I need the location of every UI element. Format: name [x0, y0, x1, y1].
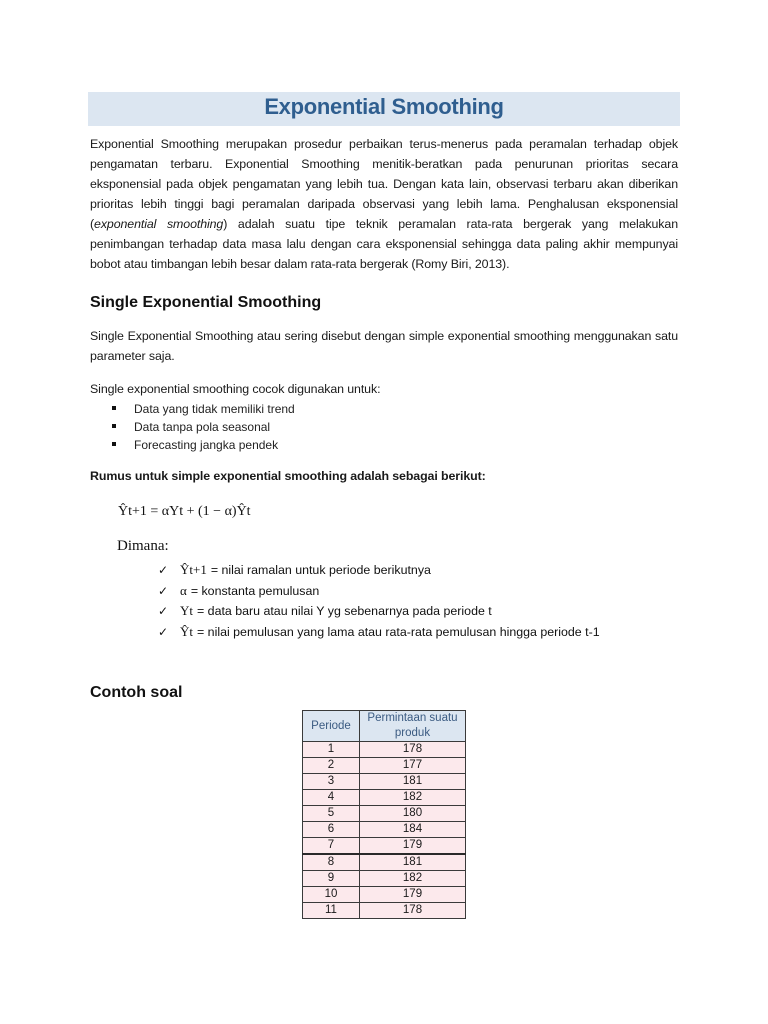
- table-cell: 179: [360, 838, 466, 855]
- table-cell: 182: [360, 871, 466, 887]
- definition-symbol: Yt: [180, 603, 193, 619]
- table-row: [303, 806, 466, 822]
- table-row: [303, 854, 466, 871]
- checkmark-icon: ✓: [158, 563, 169, 578]
- table-cell: 180: [360, 806, 466, 822]
- table-row: [303, 838, 466, 855]
- table-row: [303, 887, 466, 903]
- checkmark-icon: ✓: [158, 624, 169, 639]
- usage-intro: Single exponential smoothing cocok digunakan untuk:: [90, 382, 381, 396]
- definition-symbol: α: [180, 582, 187, 598]
- table-row: [303, 903, 466, 919]
- table-cell: 11: [303, 903, 360, 919]
- table-cell: 181: [360, 854, 466, 871]
- intro-paragraph: [90, 134, 678, 274]
- table-cell: 182: [360, 790, 466, 806]
- table-cell: 7: [303, 838, 360, 855]
- definition-item: [158, 601, 600, 622]
- section-heading-single: Single Exponential Smoothing: [90, 294, 322, 311]
- page-title: Exponential Smoothing: [264, 94, 504, 119]
- table-cell: 5: [303, 806, 360, 822]
- bullet-square-icon: [112, 424, 116, 428]
- table-cell: 4: [303, 790, 360, 806]
- definition-symbol: Ŷt+1: [180, 562, 207, 578]
- table-cell: 179: [360, 887, 466, 903]
- column-header-periode: Periode: [303, 711, 360, 742]
- intro-text-end: ) adalah suatu tipe teknik peramalan rata-rata bergerak yang melakukan penimbangan terhadap data masa lalu dengan cara eksponensial sehingga data paling akhir mempunyai bobot atau timbangan lebih besar dalam rata-rata bergerak (Romy Biri, 2013).: [90, 217, 678, 271]
- table-row: [303, 790, 466, 806]
- usage-list: [112, 400, 295, 454]
- where-label: Dimana:: [117, 538, 169, 554]
- list-item-text: Forecasting jangka pendek: [134, 438, 279, 452]
- definition-text: = data baru atau nilai Y yg sebenarnya pada periode t: [197, 604, 492, 619]
- intro-italic-term: exponential smoothing: [94, 217, 224, 231]
- definition-item: [158, 622, 600, 643]
- definition-symbol: Ŷt: [180, 623, 193, 639]
- table-cell: 178: [360, 903, 466, 919]
- table-cell: 184: [360, 822, 466, 838]
- list-item-text: Data yang tidak memiliki trend: [134, 402, 295, 416]
- list-item: [112, 418, 295, 436]
- table-cell: 9: [303, 871, 360, 887]
- table-row: [303, 742, 466, 758]
- table-cell: 6: [303, 822, 360, 838]
- definition-item: [158, 581, 600, 602]
- checkmark-icon: ✓: [158, 583, 169, 598]
- table-cell: 177: [360, 758, 466, 774]
- definition-text: = konstanta pemulusan: [190, 583, 320, 598]
- definition-text: = nilai ramalan untuk periode berikutnya: [210, 563, 431, 578]
- bullet-square-icon: [112, 406, 116, 410]
- demand-table: [302, 710, 466, 919]
- table-cell: 8: [303, 854, 360, 871]
- table-row: [303, 774, 466, 790]
- table-row: [303, 822, 466, 838]
- table-cell: 178: [360, 742, 466, 758]
- formula-intro: Rumus untuk simple exponential smoothing adalah sebagai berikut:: [90, 469, 486, 483]
- table-row: [303, 871, 466, 887]
- list-item: [112, 436, 295, 454]
- single-description: Single Exponential Smoothing atau sering disebut dengan simple exponential smoothing menggunakan satu parameter saja.: [90, 329, 678, 363]
- column-header-permintaan: Permintaan suatu produk: [360, 711, 466, 742]
- section-heading-example: Contoh soal: [90, 684, 183, 701]
- bullet-square-icon: [112, 442, 116, 446]
- table-cell: 1: [303, 742, 360, 758]
- formula: Ŷt+1 = αYt + (1 − α)Ŷt: [118, 504, 251, 519]
- list-item: [112, 400, 295, 418]
- table-header-row: [303, 711, 466, 742]
- definition-list: [158, 560, 600, 642]
- checkmark-icon: ✓: [158, 604, 169, 619]
- intro-text: Exponential Smoothing merupakan prosedur perbaikan terus-menerus pada peramalan terhadap objek pengamatan terbaru. Exponential Smoothing menitik-beratkan pada penurunan prioritas secara eksponensial pada objek pengamatan yang lebih tua. Dengan kata lain, observasi terbaru akan diberikan prioritas lebih tinggi bagi peramalan daripada observasi yang lebih lama. Penghalusan eksponensial (: [90, 137, 678, 231]
- table-cell: 181: [360, 774, 466, 790]
- list-item-text: Data tanpa pola seasonal: [134, 420, 271, 434]
- table-row: [303, 758, 466, 774]
- definition-text: = nilai pemulusan yang lama atau rata-rata pemulusan hingga periode t-1: [197, 624, 600, 639]
- table-cell: 10: [303, 887, 360, 903]
- definition-item: [158, 560, 600, 581]
- table-cell: 2: [303, 758, 360, 774]
- table-cell: 3: [303, 774, 360, 790]
